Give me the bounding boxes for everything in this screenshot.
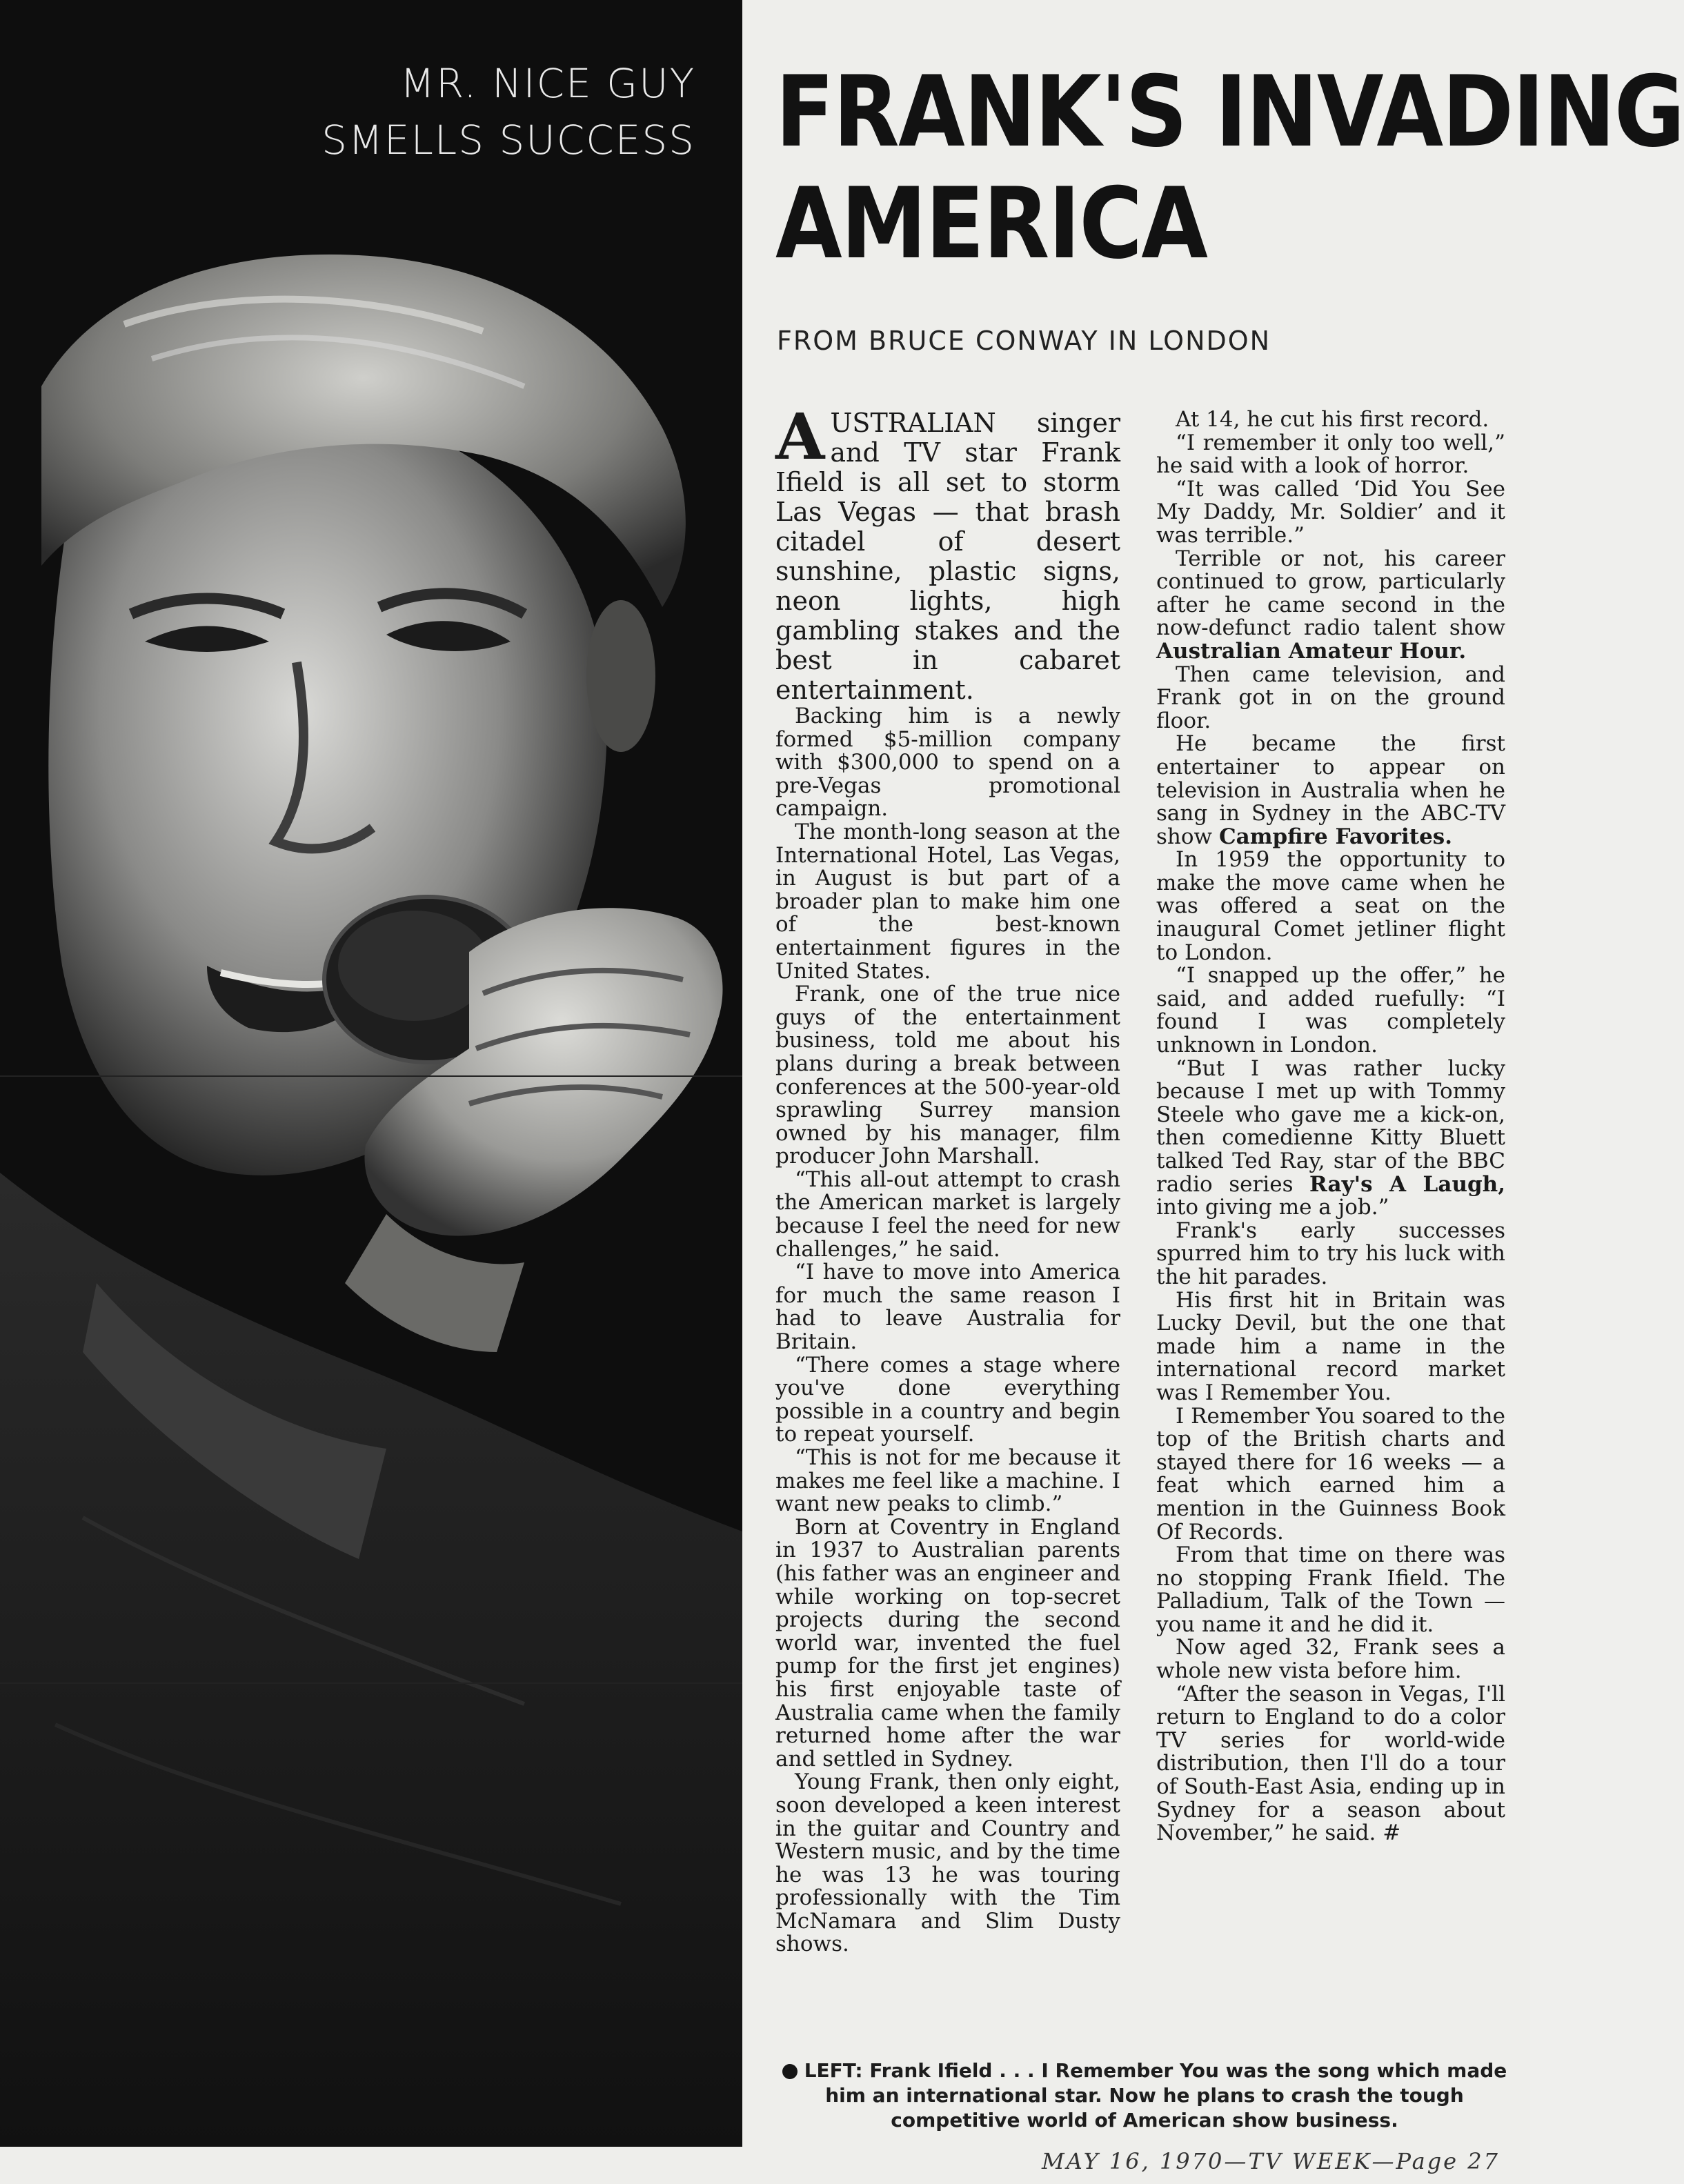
paragraph: “I have to move into America for much the same reason I had to leave Australia for Britain. — [775, 1260, 1120, 1355]
paragraph-text: He became the first entertainer to appear on television in Australia when he sang in Sydney in the ABC-TV show — [1156, 731, 1505, 849]
headline — [775, 55, 1684, 281]
article-column-2 — [1156, 408, 1505, 1845]
kicker-line-2: SMELLS SUCCESS — [321, 117, 695, 163]
photo-caption — [775, 2058, 1514, 2133]
show-name: Australian Amateur Hour. — [1156, 638, 1467, 664]
paragraph: “This is not for me because it makes me feel like a machine. I want new peaks to climb.” — [775, 1445, 1120, 1517]
paragraph: “I snapped up the offer,” he said, and added ruefully: “I found I was completely unknown in London. — [1156, 963, 1505, 1058]
paragraph: “It was called ‘Did You See My Daddy, Mr. Soldier’ and it was terrible.” — [1156, 476, 1505, 548]
article-column-1 — [775, 399, 1120, 1957]
paragraph: In 1959 the opportunity to make the move came when he was offered a seat on the inaugural Comet jetliner flight to London. — [1156, 847, 1505, 965]
paragraph-text: “But I was rather lucky because I met up with Tommy Steele who gave me a kick-on, then comedienne Kitty Bluett talked Ted Ray, star of the BBC radio series — [1156, 1055, 1505, 1197]
paragraph: Now aged 32, Frank sees a whole new vista before him. — [1156, 1635, 1505, 1684]
byline: FROM BRUCE CONWAY IN LONDON — [777, 326, 1271, 356]
paragraph: From that time on there was no stopping Frank Ifield. The Palladium, Talk of the Town — you name it and he did it. — [1156, 1542, 1505, 1637]
paragraph: Then came television, and Frank got in on the ground floor. — [1156, 662, 1505, 733]
drop-cap: A — [775, 399, 825, 474]
show-name: Ray's A Laugh, — [1309, 1171, 1505, 1197]
paragraph: “This all-out attempt to crash the American market is largely because I feel the need for new challenges,” he said. — [775, 1167, 1120, 1262]
paragraph: At 14, he cut his first record. — [1176, 407, 1489, 432]
paragraph — [1156, 548, 1505, 664]
kicker-text — [212, 55, 695, 168]
lead-paragraph — [775, 399, 1120, 705]
paragraph: Frank, one of the true nice guys of the entertainment business, told me about his plans during a break between conferences at the 500-year-old sprawling Surrey mansion owned by his manager, film producer John Marshall. — [775, 982, 1120, 1169]
paragraph: Born at Coventry in England in 1937 to Australian parents (his father was an engineer and while working on top-secret projects during the second world war, invented the fuel pump for the first jet engines) his first enjoyable taste of Australia came when the family returned home after the war and settled in Sydney. — [775, 1514, 1120, 1771]
paragraph: Young Frank, then only eight, soon developed a keen interest in the guitar and Country and Western music, and by the time he was 13 he was touring professionally with the Tim McNamara and Slim Dusty shows. — [775, 1769, 1120, 1957]
paragraph — [1156, 1055, 1505, 1220]
paragraph: I Remember You soared to the top of the British charts and stayed there for 16 weeks — a feat which earned him a mention in the Guinness Book Of Records. — [1156, 1403, 1505, 1545]
caption-text: LEFT: Frank Ifield . . . I Remember You was the song which made him an international star. Now he plans to crash the tough competitive world of American show business. — [804, 2059, 1507, 2132]
paragraph: “After the season in Vegas, I'll return to England to do a color TV series for world-wide distribution, then I'll do a tour of South-East Asia, ending up in Sydney for a season about November,” he said. # — [1156, 1681, 1505, 1846]
paragraph: Frank's early successes spurred him to try his luck with the hit parades. — [1156, 1218, 1505, 1289]
paragraph-text: Terrible or not, his career continued to grow, particularly after he came second in the now-defunct radio talent show — [1156, 546, 1505, 641]
paragraph: “There comes a stage where you've done everything possible in a country and begin to repeat yourself. — [775, 1352, 1120, 1447]
kicker-line-1: MR. NICE GUY — [399, 60, 695, 107]
paragraph-text: into giving me a job.” — [1156, 1195, 1389, 1220]
show-name: Campfire Favorites. — [1218, 824, 1453, 849]
page-footer: MAY 16, 1970—TV WEEK—Page 27 — [1042, 2148, 1500, 2174]
portrait-illustration — [0, 0, 742, 2147]
lead-text: USTRALIAN singer and TV star Frank Ifield is all set to storm Las Vegas — that brash citadel of desert sunshine, plastic signs, neon lights, high gambling stakes and the best in cabaret entertainment. — [775, 408, 1120, 705]
headline-line-2: AMERICA — [775, 167, 1207, 281]
paragraph: The month-long season at the International Hotel, Las Vegas, in August is but part of a broader plan to make him one of the best-known entertainment figures in the United States. — [775, 819, 1120, 984]
paragraph — [1156, 733, 1505, 848]
paragraph: Backing him is a newly formed $5-million company with $300,000 to spend on a pre-Vegas promotional campaign. — [775, 704, 1120, 822]
headline-line-1: FRANK'S INVADING — [775, 55, 1684, 169]
paragraph: “I remember it only too well,” he said with a look of horror. — [1156, 430, 1505, 479]
bullet-icon — [782, 2064, 798, 2079]
paragraph: His first hit in Britain was Lucky Devil, but the one that made him a name in the international record market was I Remember You. — [1156, 1287, 1505, 1405]
portrait-photo — [0, 0, 742, 2147]
